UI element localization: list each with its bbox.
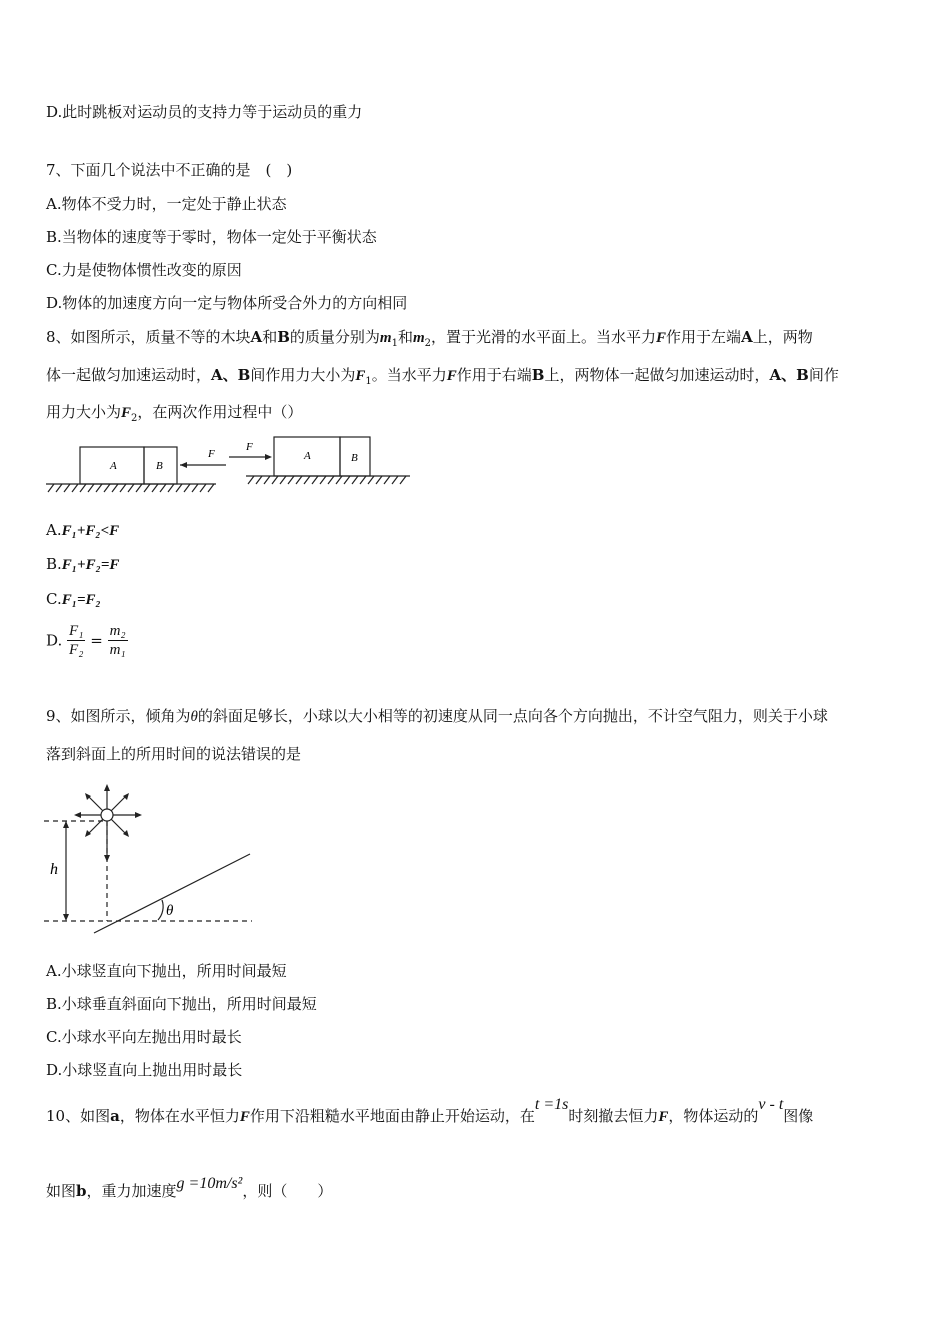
q8-figure <box>44 432 414 494</box>
q8-stem-line2: 体一起做匀加速运动时，A、B间作用力大小为$F_1$。当水平力F作用于右端B上，两物体一起做匀加速运动时，A、B间作 <box>46 366 839 387</box>
q7-stem: 7、下面几个说法中不正确的是 ( ) <box>46 161 293 179</box>
prev-option-d: D.此时跳板对运动员的支持力等于运动员的重力 <box>46 103 363 121</box>
q8-label-b-right: B <box>351 452 358 464</box>
q8-option-d: D. $\frac{\text{F₁}}{\text{F₂}}$ = $\frac{\text{m₂}}{\text{m₁}}$ <box>46 623 126 658</box>
q9-stem-line2: 落到斜面上的所用时间的说法错误的是 <box>46 745 302 763</box>
q8-label-b-left: B <box>156 460 163 472</box>
q9-figure <box>40 778 260 938</box>
q8-stem-line3: 用力大小为$F_2$，在两次作用过程中（） <box>46 403 303 424</box>
q8-arrow-left-head <box>180 462 187 468</box>
q10-stem-line1: 10、如图a，物体在水平恒力F作用下沿粗糙水平地面由静止开始运动，在t =1s时刻撤去恒力F，物体运动的v - t图像 <box>46 1096 814 1125</box>
q8-option-b: B.F₁+F₂=F <box>46 555 120 573</box>
q9-label-theta: θ <box>166 903 174 919</box>
q8-label-a-left: A <box>110 460 117 472</box>
q7-option-d: D.物体的加速度方向一定与物体所受合外力的方向相同 <box>46 294 408 312</box>
q8-arrow-right-head <box>265 454 272 460</box>
q10-stem-line2: 如图b，重力加速度g =10m/s²，则（ ） <box>46 1175 333 1200</box>
q9-option-b: B.小球垂直斜面向下抛出，所用时间最短 <box>46 995 317 1013</box>
q8-label-a-right: A <box>304 450 311 462</box>
q9-option-d: D.小球竖直向上抛出用时最长 <box>46 1061 243 1079</box>
q7-option-c: C.力是使物体惯性改变的原因 <box>46 261 242 279</box>
q9-stem-line1: 9、如图所示，倾角为θ的斜面足够长，小球以大小相等的初速度从同一点向各个方向抛出，不计空气阻力，则关于小球 <box>46 707 828 725</box>
q8-stem-line1: 8、如图所示，质量不等的木块A和B的质量分别为$m_1$和$m_2$，置于光滑的水平面上。当水平力F作用于左端A上，两物 <box>46 328 813 349</box>
q8-label-f-right: F <box>246 441 253 453</box>
q9-label-h: h <box>50 861 58 878</box>
q9-option-a: A.小球竖直向下抛出，所用时间最短 <box>46 962 287 980</box>
q9-option-c: C.小球水平向左抛出用时最长 <box>46 1028 242 1046</box>
q8-option-c: C.F₁=F₂ <box>46 590 101 608</box>
q7-option-b: B.当物体的速度等于零时，物体一定处于平衡状态 <box>46 228 377 246</box>
q8-label-f-left: F <box>208 448 215 460</box>
q8-option-a: A.F₁+F₂<F <box>46 521 120 539</box>
q7-option-a: A.物体不受力时，一定处于静止状态 <box>46 195 287 213</box>
